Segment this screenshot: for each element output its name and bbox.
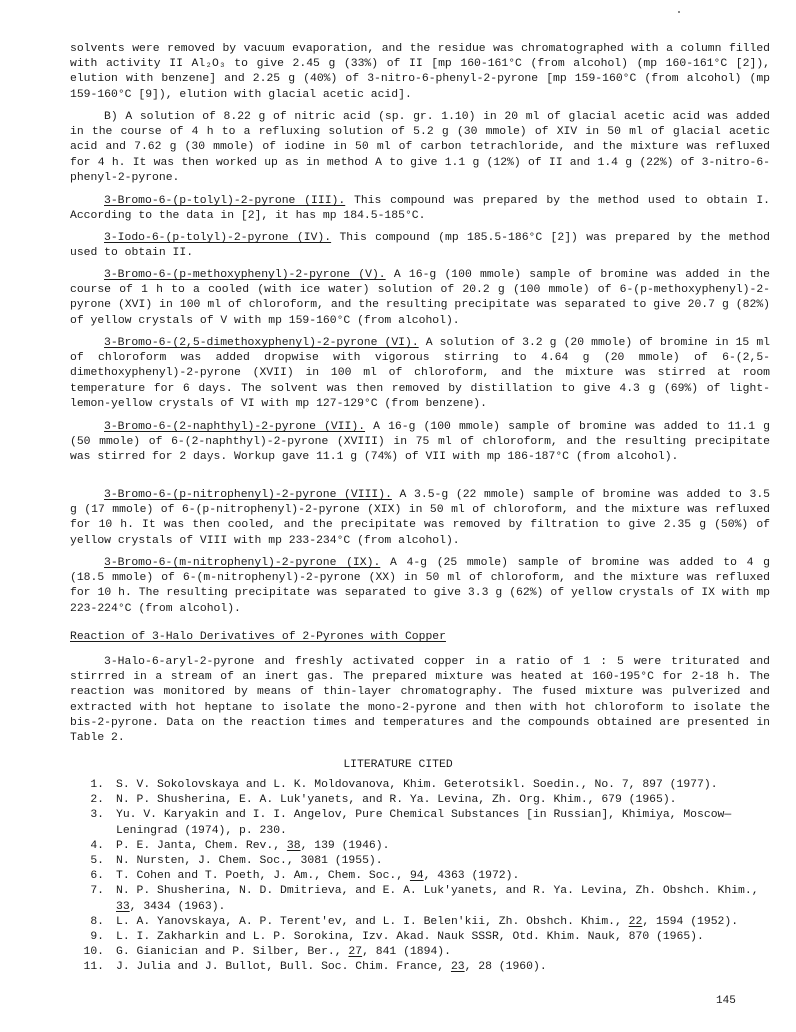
paragraph-compound-v <box>70 268 770 329</box>
reference-pages: , 28 (1960). <box>464 961 547 974</box>
reference-item <box>70 960 770 975</box>
paragraph-continued: solvents were removed by vacuum evaporation, and the residue was chromatographed with a column filled with activity II Al₂O₃ to give 2.45 g (33%) of II [mp 160-161°C (from alcohol) (mp 160-161°C [2]), elution with benzene] and 2.25 g (40%) of 3-nitro-6-phenyl-2-pyrone [mp 159-160°C (from alcohol) (mp 159-160°C [9]), elution with glacial acetic acid]. <box>70 43 770 101</box>
compound-title: 3-Bromo-6-(2-naphthyl)-2-pyrone (VII). <box>104 421 366 433</box>
reference-list <box>70 778 770 976</box>
reference-number: 6. <box>90 870 104 883</box>
reference-volume: 23 <box>450 961 465 974</box>
reference-item <box>70 839 770 854</box>
paragraph-copper-reaction: 3-Halo-6-aryl-2-pyrone and freshly activated copper in a ratio of 1 : 5 were triturated and stirrred in a stream of an inert gas. The prepared mixture was heated at 160-195°C for 2-18 h. The reaction was monitored by means of thin-layer chromatography. The fused mixture was pulverized and extracted with hot heptane to isolate the mono-2-pyrone and then with hot chloroform to isolate the bis-2-pyrone. Data on the reaction times and temperatures and the compounds obtained are presented in Table 2. <box>70 656 770 745</box>
reference-text <box>116 945 770 960</box>
reference-citation: T. Cohen and T. Poeth, J. Am., Chem. Soc., <box>116 870 410 883</box>
compound-body: A 4-g (25 mmole) sample of bromine was added to 4 g (18.5 mmole) of 6-(m-nitrophenyl)-2-pyrone (XX) in 50 ml of chloroform, and the mixture was refluxed for 10 h. The resulting precipitate was separated to give 3.3 g (62%) of yellow crystals of IX with mp 223-224°C (from alcohol). <box>70 557 770 615</box>
paragraph-compound-iii <box>70 194 770 224</box>
page-number: 145 <box>716 995 736 1007</box>
paragraph-compound-ix <box>70 556 770 617</box>
compound-body: A 16-g (100 mmole) sample of bromine was added in the course of 1 h to a cooled (with ice water) solution of 20.2 g (100 mmole) of 6-(p-methoxyphenyl)-2-pyrone (XVI) in 100 ml of chloroform, and the resulting precipitate was separated to give 20.7 g (82%) of yellow crystals of V with mp 159-160°C (from alcohol). <box>70 269 770 327</box>
reference-item <box>70 854 770 869</box>
reference-number: 4. <box>90 839 104 852</box>
scan-speck <box>678 11 680 13</box>
reference-citation: N. P. Shusherina, N. D. Dmitrieva, and E. A. Luk'yanets, and R. Ya. Levina, Zh. Obshch. Khim., <box>116 885 759 898</box>
reference-number: 8. <box>90 915 104 928</box>
compound-title: 3-Bromo-6-(p-tolyl)-2-pyrone (III). <box>104 195 346 207</box>
paragraph-compound-vi <box>70 336 770 412</box>
reference-number: 7. <box>90 885 104 898</box>
reference-text <box>116 869 770 884</box>
paragraph-compound-viii <box>70 488 770 549</box>
reference-citation: G. Gianician and P. Silber, Ber., <box>116 946 349 959</box>
reference-pages: , 841 (1894). <box>362 946 451 959</box>
compound-body: A solution of 3.2 g (20 mmole) of bromine in 15 ml of chloroform was added dropwise with vigorous stirring to 4.64 g (20 mmole) of 6-(2,5-dimethoxyphenyl)-2-pyrone (XVII) in 100 ml of chloroform, and the mixture was stirred at room temperature for 6 days. The solvent was then removed by distillation to give 4.3 g (69%) of light-lemon-yellow crystals of VI with mp 127-129°C (from benzene). <box>70 337 770 410</box>
compound-body: A 3.5-g (22 mmole) sample of bromine was added to 3.5 g (17 mmole) of 6-(p-nitrophenyl)-2-pyrone (XIX) in 50 ml of chloroform, and the mixture was refluxed for 10 h. It was then cooled, and the precipitate was removed by filtration to give 2.35 g (50%) of yellow crystals of VIII with mp 233-234°C (from alcohol). <box>70 489 770 547</box>
reference-pages: , 139 (1946). <box>300 839 390 852</box>
reference-number: 5. <box>90 855 104 868</box>
section-heading <box>70 630 770 645</box>
reference-text <box>116 915 770 930</box>
reference-text <box>116 884 770 914</box>
reference-text: S. V. Sokolovskaya and L. K. Moldovanova, Khim. Geterotsikl. Soedin., No. 7, 897 (1977). <box>116 779 718 791</box>
literature-cited-title: LITERATURE CITED <box>343 759 453 771</box>
reference-volume: 94 <box>409 870 424 883</box>
reference-item <box>70 793 770 808</box>
reference-item <box>70 945 770 960</box>
reference-text: N. Nursten, J. Chem. Soc., 3081 (1955). <box>116 855 383 868</box>
reference-pages: , 3434 (1963). <box>129 900 226 913</box>
paragraph-compound-iv <box>70 231 770 261</box>
reference-text <box>116 839 770 854</box>
reference-text: Yu. V. Karyakin and I. I. Angelov, Pure Chemical Substances [in Russian], Khimiya, Moscow—Leningrad (1974), p. 230. <box>116 809 732 837</box>
reference-citation: P. E. Janta, Chem. Rev., <box>116 839 287 852</box>
reference-number: 11. <box>83 961 104 974</box>
reference-number: 9. <box>90 931 104 944</box>
compound-body: This compound was prepared by the method used to obtain I. According to the data in [2], it has mp 184.5-185°C. <box>70 195 770 223</box>
compound-title: 3-Bromo-6-(m-nitrophenyl)-2-pyrone (IX). <box>104 557 381 569</box>
compound-body: This compound (mp 185.5-186°C [2]) was prepared by the method used to obtain II. <box>70 232 770 260</box>
reference-volume: 38 <box>286 839 301 852</box>
paragraph-compound-vii <box>70 420 770 466</box>
compound-body: A 16-g (100 mmole) sample of bromine was added to 11.1 g (50 mmole) of 6-(2-naphthyl)-2-pyrone (XVIII) in 75 ml of chloroform, and the resulting precipitate was stirred for 2 days. Workup gave 11.1 g (74%) of VII with mp 186-187°C (from alcohol). <box>70 421 771 464</box>
reference-item <box>70 915 770 930</box>
reference-citation: J. Julia and J. Bullot, Bull. Soc. Chim. France, <box>116 961 451 974</box>
compound-title: 3-Bromo-6-(2,5-dimethoxyphenyl)-2-pyrone (VI). <box>104 337 419 349</box>
reference-item <box>70 778 770 793</box>
reference-text <box>116 960 770 975</box>
reference-volume: 22 <box>628 915 643 928</box>
reference-pages: , 4363 (1972). <box>423 870 520 883</box>
reference-item <box>70 808 770 838</box>
reference-number: 3. <box>90 809 104 822</box>
section-heading-text: Reaction of 3-Halo Derivatives of 2-Pyrones with Copper <box>70 631 446 643</box>
reference-number: 10. <box>83 946 104 959</box>
reference-pages: , 1594 (1952). <box>642 915 739 928</box>
reference-number: 2. <box>90 794 104 807</box>
compound-title: 3-Bromo-6-(p-methoxyphenyl)-2-pyrone (V). <box>104 269 386 281</box>
compound-title: 3-Iodo-6-(p-tolyl)-2-pyrone (IV). <box>104 232 332 244</box>
compound-title: 3-Bromo-6-(p-nitrophenyl)-2-pyrone (VIII). <box>104 489 392 501</box>
paragraph-method-b: B) A solution of 8.22 g of nitric acid (sp. gr. 1.10) in 20 ml of glacial acetic acid was added in the course of 4 h to a refluxing solution of 5.2 g (30 mmole) of XIV in 50 ml of glacial acetic acid and 7.62 g (30 mmole) of iodine in 50 ml of carbon tetrachloride, and the mixture was refluxed for 4 h. It was then worked up as in method A to give 1.1 g (12%) of II and 1.4 g (22%) of 3-nitro-6-phenyl-2-pyrone. <box>70 111 770 184</box>
reference-volume: 33 <box>116 900 130 913</box>
reference-text: L. I. Zakharkin and L. P. Sorokina, Izv. Akad. Nauk SSSR, Otd. Khim. Nauk, 870 (1965). <box>116 931 704 944</box>
reference-item <box>70 884 770 914</box>
reference-citation: L. A. Yanovskaya, A. P. Terent'ev, and L. I. Belen'kii, Zh. Obshch. Khim., <box>116 915 629 928</box>
reference-volume: 27 <box>348 946 363 959</box>
reference-text: N. P. Shusherina, E. A. Luk'yanets, and R. Ya. Levina, Zh. Org. Khim., 679 (1965). <box>116 794 677 807</box>
reference-number: 1. <box>90 779 104 791</box>
reference-item <box>70 930 770 945</box>
reference-item <box>70 869 770 884</box>
